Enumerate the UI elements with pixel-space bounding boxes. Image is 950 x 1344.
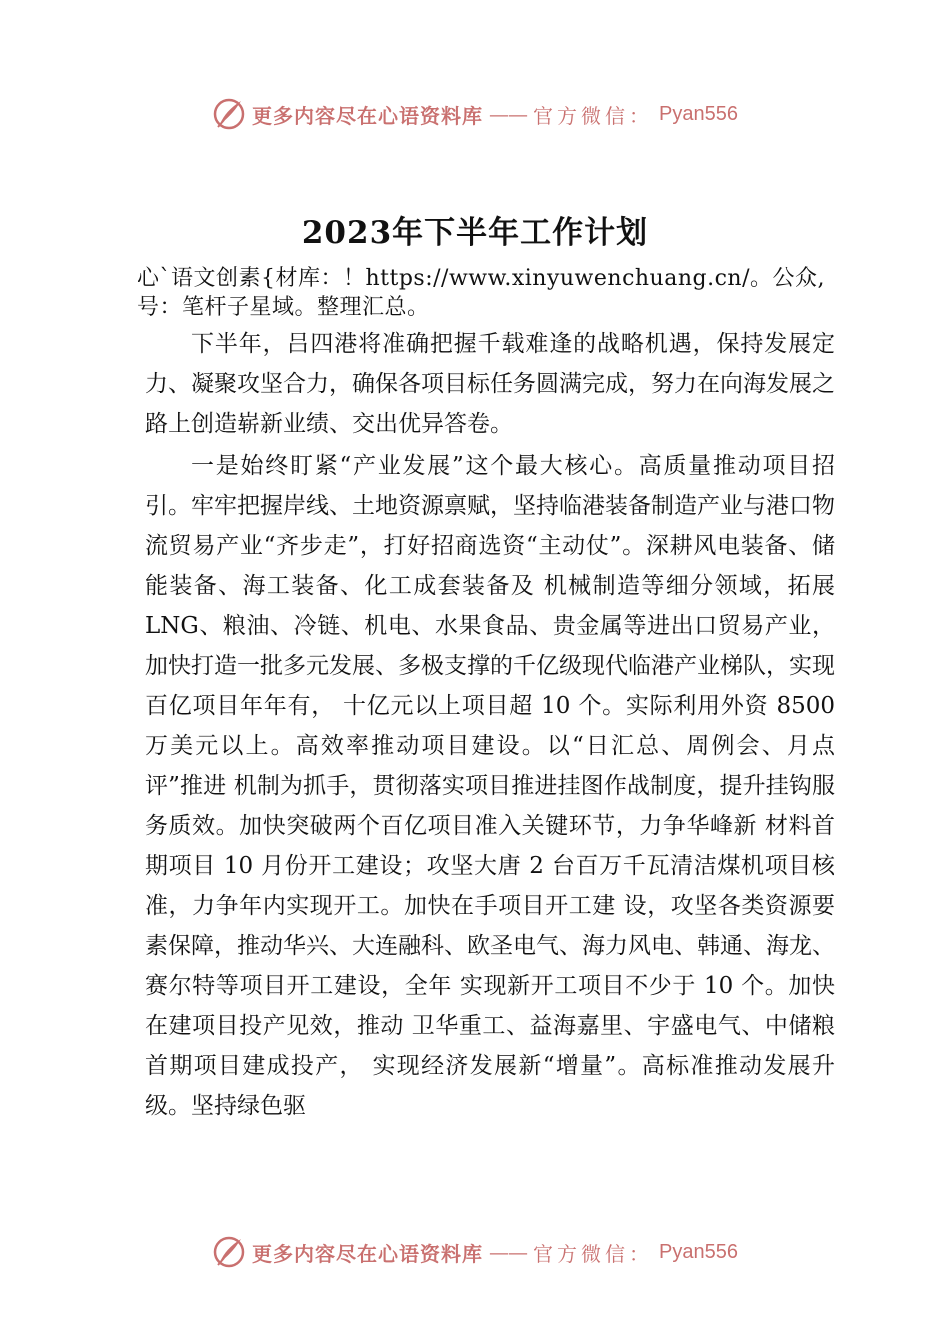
document-body bbox=[137, 264, 835, 1126]
quill-logo-icon bbox=[212, 1235, 246, 1269]
watermark-contact-label: 官方微信： bbox=[533, 103, 654, 128]
watermark-wechat-id: Pyan556 bbox=[659, 102, 738, 125]
footer-watermark bbox=[0, 1232, 950, 1272]
paragraph-industry-development: 一是始终盯紧“产业发展”这个最大核心。高质量推动项目招引。牢牢把握岸线、土地资源禀赋，坚持临港装备制造产业与港口物流贸易产业“齐步走”，打好招商选资“主动仗”。深耕风电装备、储能装备、海工装备、化工成套装备及 机械制造等细分领域，拓展 LNG、粮油、冷链、机电、水果食品、贵金属等进出口贸易产业，加快打造一批多元发展、多极支撑的千亿级现代临港产业梯队，实现百亿项目年年有， 十亿元以上项目超 10 个。实际利用外资 8500 万美元以上。高效率推动项目建设。以“日汇总、周例会、月点评”推进 机制为抓手，贯彻落实项目推进挂图作战制度，提升挂钩服 务质效。加快突破两个百亿项目准入关键环节，力争华峰新 材料首期项目 10 月份开工建设；攻坚大唐 2 台百万千瓦清洁煤机项目核准，力争年内实现开工。加快在手项目开工建 设，攻坚各类资源要素保障，推动华兴、大连融科、欧圣电气、海力风电、韩通、海龙、赛尔特等项目开工建设，全年 实现新开工项目不少于 10 个。加快在建项目投产见效，推动 卫华重工、益海嘉里、宇盛电气、中储粮首期项目建成投产， 实现经济发展新“增量”。高标准推动发展升级。坚持绿色驱 bbox=[145, 453, 835, 1119]
watermark-dash: —— bbox=[489, 102, 528, 126]
source-note: 心`语文创素{材库：！https://www.xinyuwenchuang.cn/。公众,号：笔杆子星域。整理汇总。 bbox=[137, 266, 825, 320]
watermark-dash: —— bbox=[489, 1240, 528, 1264]
watermark-brand: 更多内容尽在心语资料库 bbox=[252, 103, 484, 128]
watermark-wechat-id: Pyan556 bbox=[659, 1240, 738, 1263]
watermark-brand: 更多内容尽在心语资料库 bbox=[252, 1241, 484, 1266]
paragraph-intro: 下半年，吕四港将准确把握千载难逢的战略机遇，保持发展定力、凝聚攻坚合力，确保各项目标任务圆满完成，努力在向海发展之路上创造崭新业绩、交出优异答卷。 bbox=[145, 331, 835, 437]
quill-logo-icon bbox=[212, 97, 246, 131]
document-title: 2023年下半年工作计划 bbox=[301, 214, 649, 251]
watermark-contact-label: 官方微信： bbox=[533, 1241, 654, 1266]
header-watermark bbox=[0, 94, 950, 134]
